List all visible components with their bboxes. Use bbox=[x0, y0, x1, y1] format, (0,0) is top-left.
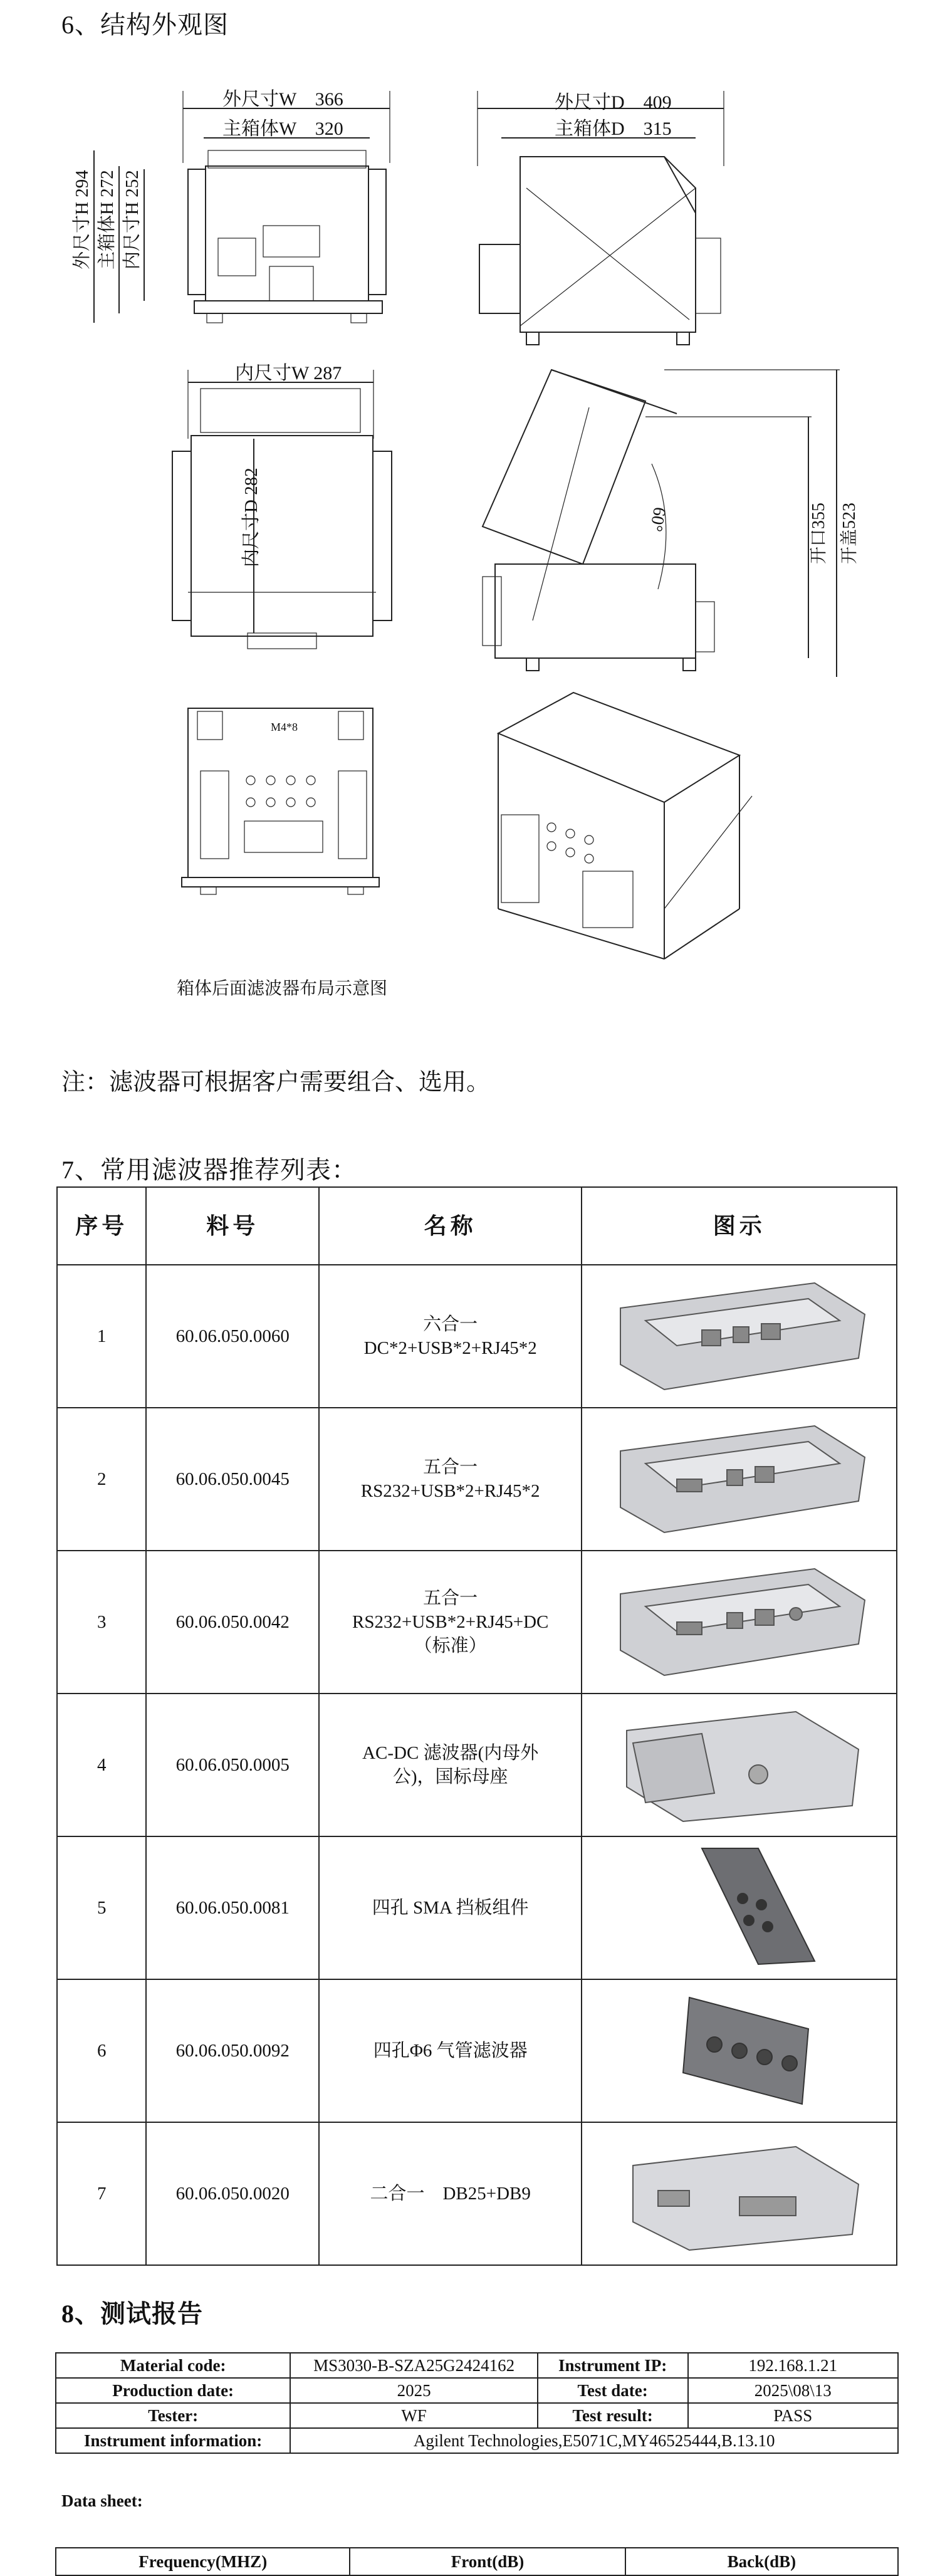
instrument-info-value: Agilent Technologies,E5071C,MY46525444,B.13.10 bbox=[290, 2428, 898, 2453]
filter-image bbox=[582, 1551, 897, 1694]
header-image: 图示 bbox=[582, 1187, 897, 1265]
back-layout-caption: 箱体后面滤波器布局示意图 bbox=[177, 979, 388, 998]
test-result-value: PASS bbox=[688, 2403, 899, 2428]
filter-image bbox=[582, 2122, 897, 2265]
row-no: 4 bbox=[57, 1694, 146, 1836]
row-name: 四孔 SMA 挡板组件 bbox=[319, 1836, 582, 1979]
data-header-front: Front(dB) bbox=[350, 2548, 625, 2575]
test-result-label: Test result: bbox=[538, 2403, 688, 2428]
material-code-label: Material code: bbox=[56, 2353, 290, 2378]
row-part: 60.06.050.0045 bbox=[146, 1408, 319, 1551]
row-part: 60.06.050.0092 bbox=[146, 1979, 319, 2122]
production-date-value: 2025 bbox=[290, 2378, 537, 2403]
row-part: 60.06.050.0042 bbox=[146, 1551, 319, 1694]
row-no: 6 bbox=[57, 1979, 146, 2122]
filter-note: 注：滤波器可根据客户需要组合、选用。 bbox=[61, 1069, 491, 1096]
data-sheet-table bbox=[55, 2547, 899, 2576]
dim-inner-h: 内尺寸H 252 bbox=[122, 170, 142, 270]
material-code-value: MS3030-B-SZA25G2424162 bbox=[290, 2353, 537, 2378]
filter-image bbox=[582, 1979, 897, 2122]
filter-image bbox=[582, 1836, 897, 1979]
thread-label: M4*8 bbox=[271, 721, 298, 733]
table-row bbox=[57, 1408, 897, 1551]
row-part: 60.06.050.0020 bbox=[146, 2122, 319, 2265]
header-no: 序号 bbox=[57, 1187, 146, 1265]
row-no: 3 bbox=[57, 1551, 146, 1694]
table-row bbox=[57, 1694, 897, 1836]
filter-table bbox=[56, 1186, 897, 2266]
data-header-back: Back(dB) bbox=[625, 2548, 898, 2575]
filter-table-header bbox=[57, 1187, 897, 1265]
table-row bbox=[57, 1265, 897, 1408]
dim-outer-h: 外尺寸H 294 bbox=[72, 170, 92, 270]
row-no: 7 bbox=[57, 2122, 146, 2265]
instrument-ip-label: Instrument IP: bbox=[538, 2353, 688, 2378]
instrument-info-label: Instrument information: bbox=[56, 2428, 290, 2453]
row-name: AC-DC 滤波器(内母外 公)，国标母座 bbox=[319, 1694, 582, 1836]
filter-image bbox=[582, 1694, 897, 1836]
row-no: 1 bbox=[57, 1265, 146, 1408]
section-8-title: 8、测试报告 bbox=[61, 2300, 203, 2328]
row-name: 六合一 DC*2+USB*2+RJ45*2 bbox=[319, 1265, 582, 1408]
row-name: 五合一 RS232+USB*2+RJ45*2 bbox=[319, 1408, 582, 1551]
dim-outer-w: 外尺寸W 366 bbox=[222, 89, 343, 110]
dim-main-h: 主箱体H 272 bbox=[97, 170, 117, 270]
test-date-value: 2025\08\13 bbox=[688, 2378, 899, 2403]
header-name: 名称 bbox=[319, 1187, 582, 1265]
row-no: 5 bbox=[57, 1836, 146, 1979]
instrument-ip-value: 192.168.1.21 bbox=[688, 2353, 899, 2378]
filter-image bbox=[582, 1265, 897, 1408]
table-row bbox=[57, 1979, 897, 2122]
table-row bbox=[57, 2122, 897, 2265]
dim-main-w: 主箱体W 320 bbox=[222, 118, 343, 139]
tester-label: Tester: bbox=[56, 2403, 290, 2428]
section-7-title: 7、常用滤波器推荐列表： bbox=[61, 1156, 357, 1184]
dim-open-mouth: 开口355 bbox=[809, 502, 828, 564]
data-header-frequency: Frequency(MHZ) bbox=[56, 2548, 350, 2575]
table-row bbox=[57, 1836, 897, 1979]
row-part: 60.06.050.0081 bbox=[146, 1836, 319, 1979]
filter-image bbox=[582, 1408, 897, 1551]
row-name: 二合一 DB25+DB9 bbox=[319, 2122, 582, 2265]
row-name: 五合一 RS232+USB*2+RJ45+DC （标准） bbox=[319, 1551, 582, 1694]
section-6-title: 6、结构外观图 bbox=[61, 11, 229, 39]
test-date-label: Test date: bbox=[538, 2378, 688, 2403]
isometric-drawing bbox=[0, 0, 940, 1065]
row-name: 四孔Φ6 气管滤波器 bbox=[319, 1979, 582, 2122]
tester-value: WF bbox=[290, 2403, 537, 2428]
table-row bbox=[57, 1551, 897, 1694]
test-report-table bbox=[55, 2352, 899, 2454]
data-sheet-label: Data sheet: bbox=[61, 2491, 143, 2510]
dim-outer-d: 外尺寸D 409 bbox=[555, 92, 672, 113]
row-no: 2 bbox=[57, 1408, 146, 1551]
dim-inner-d: 内尺寸D 282 bbox=[241, 468, 261, 567]
row-part: 60.06.050.0060 bbox=[146, 1265, 319, 1408]
dim-open-angle: 60° bbox=[645, 505, 669, 533]
production-date-label: Production date: bbox=[56, 2378, 290, 2403]
row-part: 60.06.050.0005 bbox=[146, 1694, 319, 1836]
dim-open-lid: 开盖523 bbox=[840, 502, 859, 564]
dim-main-d: 主箱体D 315 bbox=[555, 118, 672, 139]
header-part: 料号 bbox=[146, 1187, 319, 1265]
dim-inner-w: 内尺寸W 287 bbox=[235, 363, 342, 384]
